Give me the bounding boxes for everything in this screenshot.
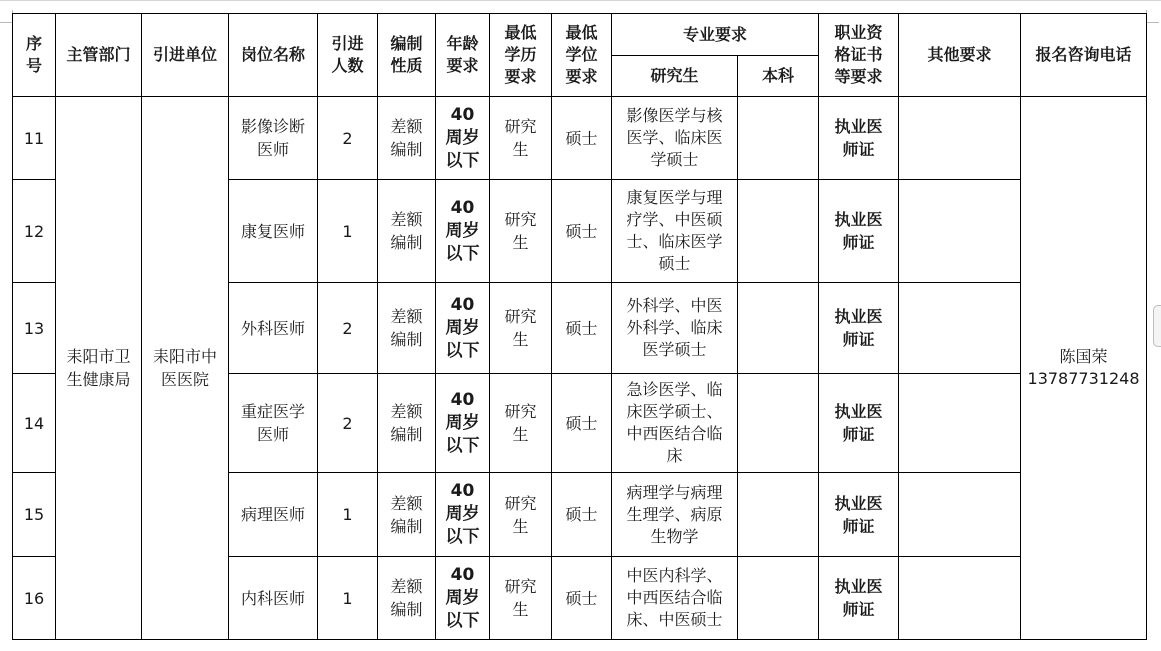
header-dept: 主管部门 xyxy=(56,14,142,97)
contact-phone: 13787731248 xyxy=(1027,369,1140,388)
cell-seq: 15 xyxy=(13,473,56,557)
cell-staffing: 差额 编制 xyxy=(378,473,436,557)
cell-unit: 耒阳市中 医医院 xyxy=(142,97,229,640)
cell-staffing: 差额 编制 xyxy=(378,97,436,180)
cell-other xyxy=(899,473,1021,557)
cell-seq: 13 xyxy=(13,283,56,374)
cell-major-graduate: 中医内科学、 中西医结合临 床、中医硕士 xyxy=(612,557,738,640)
cell-staffing: 差额 编制 xyxy=(378,180,436,283)
cell-certificate: 执业医 师证 xyxy=(819,283,899,374)
cell-education: 研究 生 xyxy=(490,374,552,473)
cell-age: 40 周岁 以下 xyxy=(436,180,490,283)
cell-other xyxy=(899,557,1021,640)
cell-count: 1 xyxy=(318,473,378,557)
cell-count: 2 xyxy=(318,374,378,473)
cell-certificate: 执业医 师证 xyxy=(819,473,899,557)
table-row xyxy=(13,97,1147,180)
cell-other xyxy=(899,180,1021,283)
cell-education: 研究 生 xyxy=(490,180,552,283)
cell-position: 重症医学 医师 xyxy=(229,374,318,473)
header-row xyxy=(13,14,1147,56)
header-major-graduate: 研究生 xyxy=(612,56,738,97)
cell-staffing: 差额 编制 xyxy=(378,374,436,473)
header-count: 引进 人数 xyxy=(318,14,378,97)
header-other: 其他要求 xyxy=(899,14,1021,97)
cell-position: 外科医师 xyxy=(229,283,318,374)
cell-certificate: 执业医 师证 xyxy=(819,374,899,473)
cell-degree: 硕士 xyxy=(552,97,612,180)
cell-seq: 11 xyxy=(13,97,56,180)
cell-age: 40 周岁 以下 xyxy=(436,473,490,557)
cell-degree: 硕士 xyxy=(552,374,612,473)
contact-name: 陈国荣 xyxy=(1059,347,1108,366)
cell-major-graduate: 病理学与病理 生理学、病原 生物学 xyxy=(612,473,738,557)
recruitment-table xyxy=(12,13,1147,640)
cell-major-undergraduate xyxy=(738,283,819,374)
cell-major-graduate: 急诊医学、临 床医学硕士、 中西医结合临 床 xyxy=(612,374,738,473)
cell-major-graduate: 外科学、中医 外科学、临床 医学硕士 xyxy=(612,283,738,374)
cell-other xyxy=(899,374,1021,473)
cell-count: 2 xyxy=(318,97,378,180)
cell-age: 40 周岁 以下 xyxy=(436,374,490,473)
cell-count: 1 xyxy=(318,180,378,283)
cell-education: 研究 生 xyxy=(490,97,552,180)
cell-degree: 硕士 xyxy=(552,557,612,640)
header-phone: 报名咨询电话 xyxy=(1021,14,1147,97)
cell-other xyxy=(899,97,1021,180)
header-major: 专业要求 xyxy=(612,14,819,56)
cell-age: 40 周岁 以下 xyxy=(436,557,490,640)
header-education: 最低 学历 要求 xyxy=(490,14,552,97)
cell-certificate: 执业医 师证 xyxy=(819,97,899,180)
cell-seq: 14 xyxy=(13,374,56,473)
cell-certificate: 执业医 师证 xyxy=(819,557,899,640)
cell-major-undergraduate xyxy=(738,473,819,557)
header-seq: 序 号 xyxy=(13,14,56,97)
cell-count: 2 xyxy=(318,283,378,374)
cell-staffing: 差额 编制 xyxy=(378,283,436,374)
header-position: 岗位名称 xyxy=(229,14,318,97)
cell-position: 病理医师 xyxy=(229,473,318,557)
cell-degree: 硕士 xyxy=(552,473,612,557)
cell-major-graduate: 影像医学与核 医学、临床医 学硕士 xyxy=(612,97,738,180)
cell-degree: 硕士 xyxy=(552,283,612,374)
cell-count: 1 xyxy=(318,557,378,640)
cell-major-undergraduate xyxy=(738,180,819,283)
cell-major-undergraduate xyxy=(738,374,819,473)
header-degree: 最低 学位 要求 xyxy=(552,14,612,97)
margin-corner-mark-right xyxy=(1146,10,1159,23)
header-age: 年龄 要求 xyxy=(436,14,490,97)
cell-education: 研究 生 xyxy=(490,283,552,374)
cell-certificate: 执业医 师证 xyxy=(819,180,899,283)
cell-position: 康复医师 xyxy=(229,180,318,283)
cell-seq: 16 xyxy=(13,557,56,640)
cell-age: 40 周岁 以下 xyxy=(436,97,490,180)
page-top-border xyxy=(0,0,1161,1)
cell-other xyxy=(899,283,1021,374)
cell-dept: 耒阳市卫 生健康局 xyxy=(56,97,142,640)
cell-position: 内科医师 xyxy=(229,557,318,640)
cell-staffing: 差额 编制 xyxy=(378,557,436,640)
cell-seq: 12 xyxy=(13,180,56,283)
cell-education: 研究 生 xyxy=(490,473,552,557)
side-scroll-tab[interactable] xyxy=(1153,305,1161,347)
cell-major-graduate: 康复医学与理 疗学、中医硕 士、临床医学 硕士 xyxy=(612,180,738,283)
cell-major-undergraduate xyxy=(738,97,819,180)
header-staffing: 编制 性质 xyxy=(378,14,436,97)
cell-age: 40 周岁 以下 xyxy=(436,283,490,374)
cell-position: 影像诊断 医师 xyxy=(229,97,318,180)
cell-major-undergraduate xyxy=(738,557,819,640)
cell-education: 研究 生 xyxy=(490,557,552,640)
header-unit: 引进单位 xyxy=(142,14,229,97)
cell-degree: 硕士 xyxy=(552,180,612,283)
header-major-undergraduate: 本科 xyxy=(738,56,819,97)
cell-contact xyxy=(1021,97,1147,640)
header-certificate: 职业资 格证书 等要求 xyxy=(819,14,899,97)
